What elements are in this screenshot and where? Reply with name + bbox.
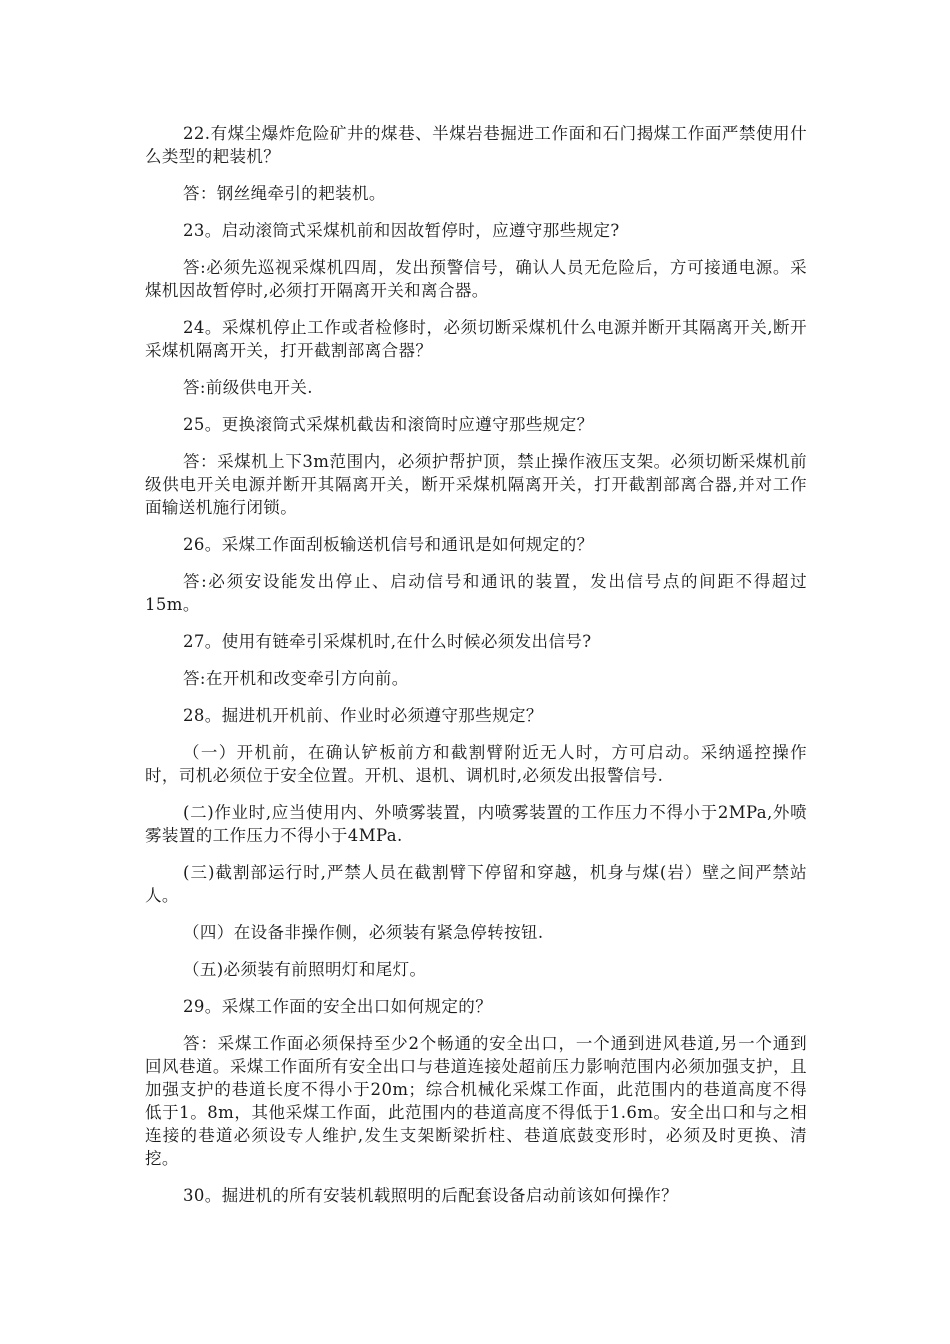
document-body — [145, 122, 807, 1221]
answer-28-item-1: （一）开机前，在确认铲板前方和截割臂附近无人时，方可启动。采纳遥控操作时，司机必须位于安全位置。开机、退机、调机时,必须发出报警信号. — [145, 743, 807, 785]
question-23: 23。启动滚筒式采煤机前和因故暂停时，应遵守那些规定? — [183, 221, 620, 240]
question-27: 27。使用有链牵引采煤机时,在什么时候必须发出信号? — [183, 632, 592, 651]
answer-26: 答:必须安设能发出停止、启动信号和通讯的装置，发出信号点的间距不得超过15m。 — [145, 572, 807, 614]
answer-23: 答:必须先巡视采煤机四周，发出预警信号，确认人员无危险后，方可接通电源。采煤机因故暂停时,必须打开隔离开关和离合器。 — [145, 258, 807, 300]
question-22: 22.有煤尘爆炸危险矿井的煤巷、半煤岩巷掘进工作面和石门揭煤工作面严禁使用什么类型的耙装机？ — [145, 124, 807, 166]
question-28: 28。掘进机开机前、作业时必须遵守那些规定？ — [183, 706, 543, 725]
answer-24: 答:前级供电开关. — [183, 378, 313, 397]
question-24: 24。采煤机停止工作或者检修时，必须切断采煤机什么电源并断开其隔离开关,断开采煤机隔离开关，打开截割部离合器？ — [145, 318, 807, 360]
question-26: 26。采煤工作面刮板输送机信号和通讯是如何规定的？ — [183, 535, 594, 554]
question-30: 30。掘进机的所有安装机载照明的后配套设备启动前该如何操作？ — [183, 1186, 678, 1205]
question-25: 25。更换滚筒式采煤机截齿和滚筒时应遵守那些规定？ — [183, 415, 594, 434]
answer-27: 答:在开机和改变牵引方向前。 — [183, 669, 409, 688]
answer-28-item-2: (二)作业时,应当使用内、外喷雾装置，内喷雾装置的工作压力不得小于2MPa,外喷雾装置的工作压力不得小于4MPa. — [145, 803, 807, 845]
answer-28-item-3: (三)截割部运行时,严禁人员在截割臂下停留和穿越，机身与煤(岩）壁之间严禁站人。 — [145, 863, 807, 905]
answer-28-item-5: （五)必须装有前照明灯和尾灯。 — [183, 960, 427, 979]
question-29: 29。采煤工作面的安全出口如何规定的？ — [183, 997, 493, 1016]
answer-28-item-4: （四）在设备非操作侧，必须装有紧急停转按钮. — [183, 923, 544, 942]
answer-29: 答：采煤工作面必须保持至少2个畅通的安全出口，一个通到进风巷道,另一个通到回风巷道。采煤工作面所有安全出口与巷道连接处超前压力影响范围内必须加强支护，且加强支护的巷道长度不得小于20m；综合机械化采煤工作面，此范围内的巷道高度不得低于1。8m，其他采煤工作面，此范围内的巷道高度不得低于1.6m。安全出口和与之相连接的巷道必须设专人维护,发生支架断梁折柱、巷道底鼓变形时，必须及时更换、清挖。 — [145, 1034, 807, 1168]
answer-25: 答：采煤机上下3m范围内，必须护帮护顶，禁止操作液压支架。必须切断采煤机前级供电开关电源并断开其隔离开关，断开采煤机隔离开关，打开截割部离合器,并对工作面输送机施行闭锁。 — [145, 452, 807, 517]
answer-22: 答：钢丝绳牵引的耙装机。 — [183, 184, 386, 203]
